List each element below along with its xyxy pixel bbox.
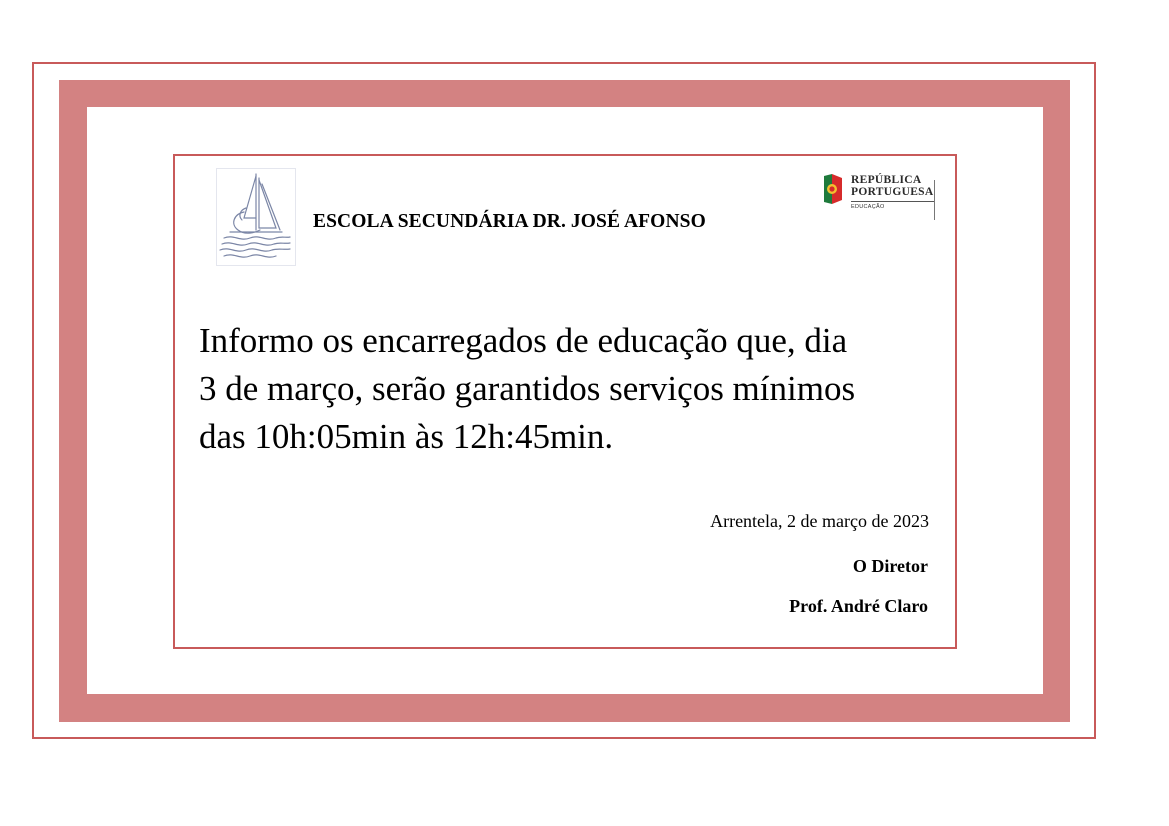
gov-logo-line-3: EDUCAÇÃO [851,204,885,210]
gov-logo-divider [934,180,935,220]
signer-name: Prof. André Claro [789,596,928,616]
date-line: Arrentela, 2 de março de 2023 [710,511,929,531]
republica-portuguesa-emblem-icon [822,172,844,206]
gov-logo-line-2: PORTUGUESA [851,186,934,198]
signer-role: O Diretor [852,556,928,576]
gov-logo-line-1: REPÚBLICA [851,174,922,186]
notice-line-1: Informo os encarregados de educação que, dia [199,321,848,360]
school-logo-icon [216,168,296,266]
notice-line-3: das 10h:05min às 12h:45min. [199,417,614,456]
notice-line-2: 3 de março, serão garantidos serviços mínimos [199,369,856,408]
government-logo [818,168,936,220]
gov-logo-rule [851,201,935,202]
school-name: ESCOLA SECUNDÁRIA DR. JOSÉ AFONSO [313,211,706,232]
notice-message [199,317,939,461]
